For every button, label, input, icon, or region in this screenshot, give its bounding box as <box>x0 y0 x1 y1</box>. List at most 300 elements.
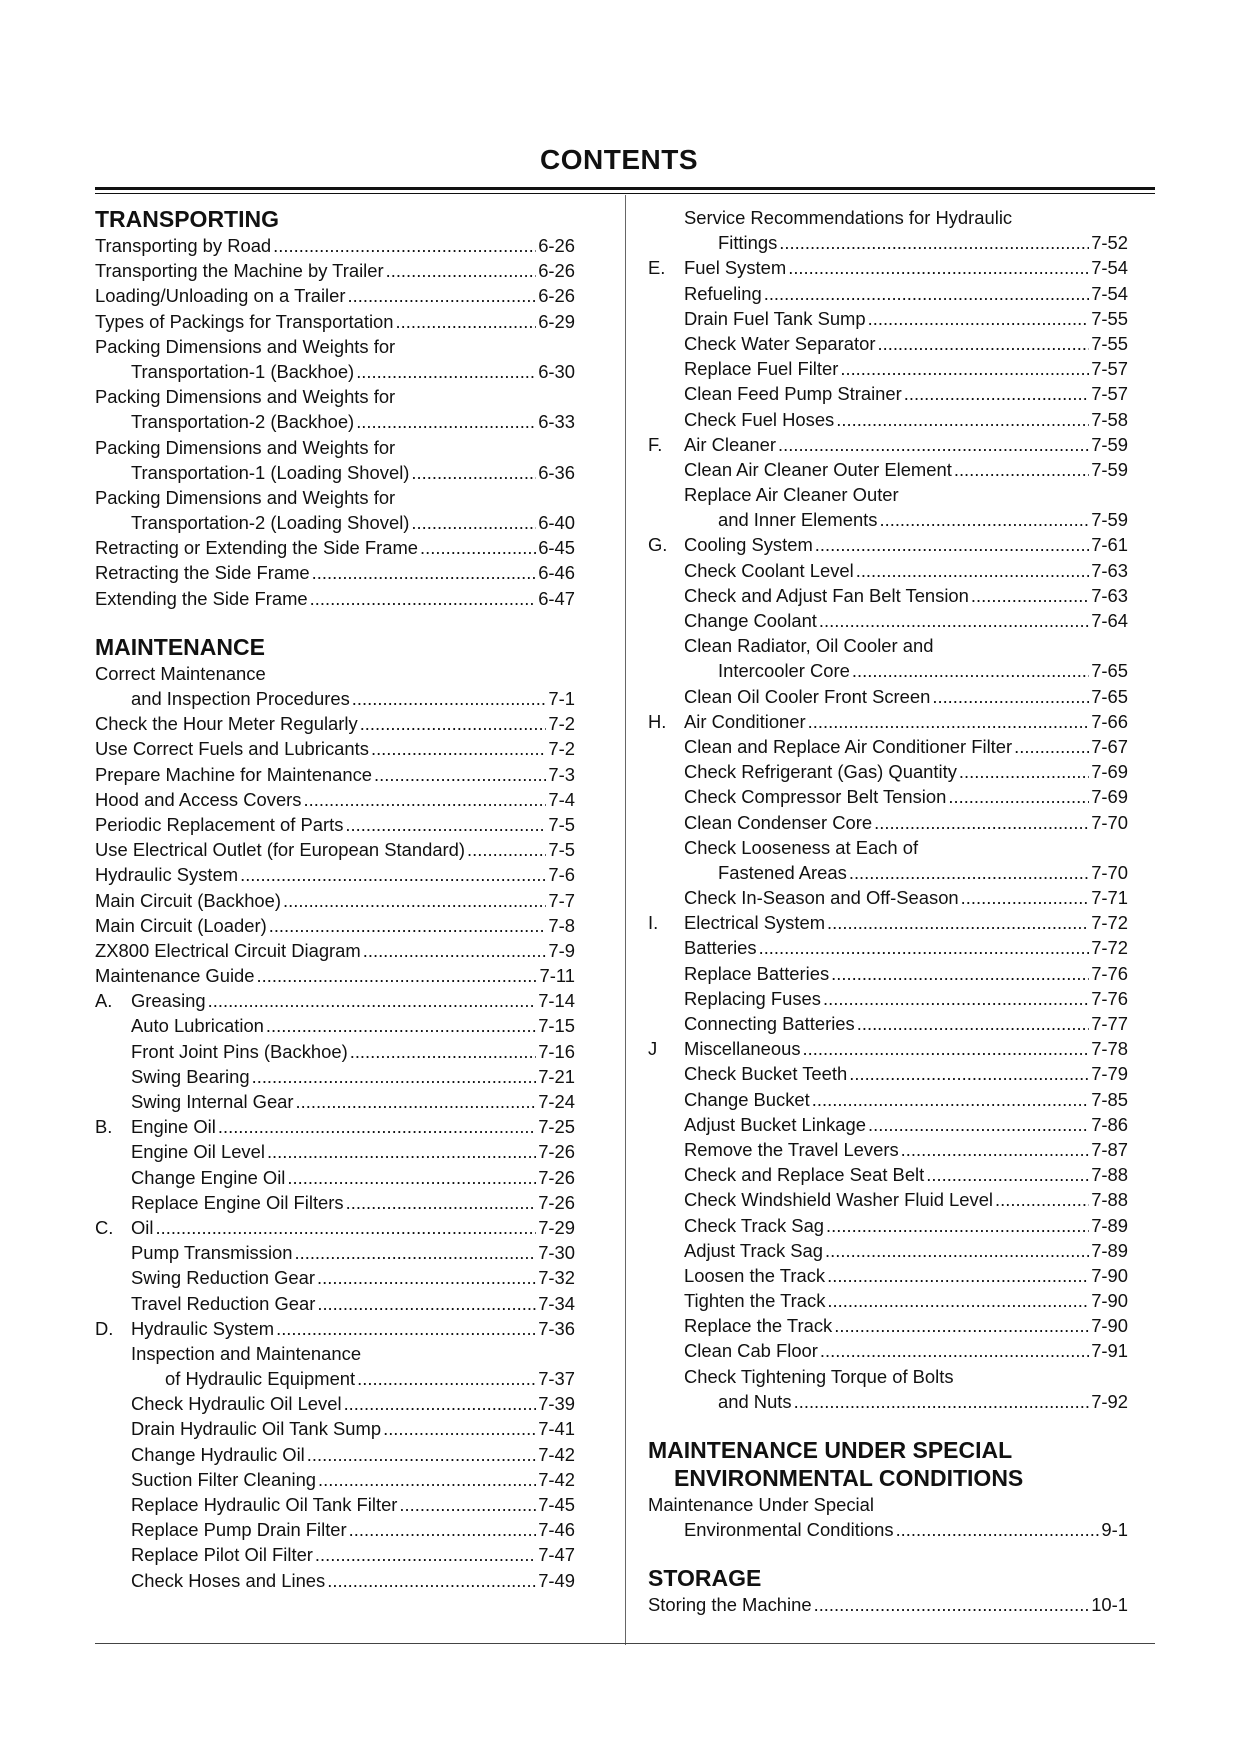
toc-entry-title: Storing the Machine <box>648 1594 812 1616</box>
toc-entry[interactable] <box>95 711 575 736</box>
toc-page-number: 7-3 <box>548 763 575 785</box>
toc-page-number: 7-71 <box>1091 887 1128 909</box>
toc-entry[interactable] <box>648 306 1128 331</box>
toc-page-number: 7-2 <box>548 713 575 735</box>
section-heading-environmental-conditions: ENVIRONMENTAL CONDITIONS <box>674 1465 1024 1491</box>
toc-entry-title: Replacing Fuses <box>684 987 821 1009</box>
toc-page-number: 7-1 <box>548 688 575 709</box>
toc-entry[interactable] <box>95 1542 575 1567</box>
toc-page-number: 9-1 <box>1101 1519 1128 1541</box>
toc-page-number: 7-57 <box>1091 358 1128 380</box>
toc-entry[interactable] <box>95 862 575 887</box>
toc-subsection-letter: H. <box>648 710 667 732</box>
toc-entry-continued-line <box>648 482 1128 507</box>
toc-entry[interactable] <box>95 1492 575 1517</box>
toc-entry[interactable] <box>648 331 1128 356</box>
toc-entry[interactable] <box>95 233 575 258</box>
toc-page-number: 10-1 <box>1091 1594 1128 1616</box>
toc-entry[interactable] <box>648 1338 1128 1363</box>
toc-entry[interactable] <box>95 1139 575 1164</box>
toc-page-number: 7-39 <box>538 1393 575 1415</box>
toc-entry-title: Auto Lubrication <box>131 1015 264 1037</box>
toc-page-number: 7-32 <box>538 1267 575 1289</box>
toc-entry-title: Hood and Access Covers <box>95 788 302 810</box>
toc-dot-leader <box>834 1313 1089 1338</box>
toc-entry[interactable] <box>648 1112 1128 1137</box>
toc-entry[interactable] <box>648 709 1128 734</box>
toc-dot-leader <box>399 1492 536 1517</box>
section-heading-maintenance: MAINTENANCE <box>95 633 265 660</box>
toc-entry[interactable] <box>648 558 1128 583</box>
toc-page-number: 7-86 <box>1091 1113 1128 1135</box>
toc-entry[interactable] <box>95 535 575 560</box>
toc-dot-leader <box>926 1162 1089 1187</box>
toc-entry-title: Check Hydraulic Oil Level <box>131 1393 342 1415</box>
toc-entry[interactable] <box>648 1087 1128 1112</box>
toc-entry-title: Fittings <box>718 232 778 254</box>
toc-entry[interactable] <box>95 1265 575 1290</box>
toc-entry-title: Loosen the Track <box>684 1264 826 1286</box>
toc-page-number: 6-26 <box>538 260 575 282</box>
toc-dot-leader <box>317 1265 536 1290</box>
toc-dot-leader <box>317 1291 536 1316</box>
toc-dot-leader <box>788 255 1089 280</box>
toc-page-number: 7-8 <box>548 914 575 936</box>
toc-entry-title: Check Track Sag <box>684 1214 825 1236</box>
toc-dot-leader <box>467 837 546 862</box>
toc-entry[interactable] <box>95 888 575 913</box>
toc-entry[interactable] <box>95 1013 575 1038</box>
toc-dot-leader <box>273 233 536 258</box>
toc-page-number: 7-66 <box>1091 710 1128 732</box>
toc-page-number: 7-89 <box>1091 1214 1128 1236</box>
toc-entry-continued-line <box>95 661 575 686</box>
toc-dot-leader <box>318 1467 536 1492</box>
toc-entry-title: Travel Reduction Gear <box>131 1292 316 1314</box>
toc-entry[interactable] <box>95 1114 575 1139</box>
toc-entry-title: Miscellaneous <box>684 1038 801 1060</box>
toc-entry[interactable] <box>648 432 1128 457</box>
toc-entry[interactable] <box>648 1011 1128 1036</box>
toc-dot-leader <box>257 963 538 988</box>
toc-page-number: 7-14 <box>538 990 575 1012</box>
toc-dot-leader <box>411 510 536 535</box>
toc-dot-leader <box>808 709 1090 734</box>
toc-dot-leader <box>896 1517 1100 1542</box>
toc-entry-title: Greasing <box>131 990 206 1012</box>
toc-page-number: 7-2 <box>548 738 575 760</box>
toc-column-right <box>648 205 1128 1618</box>
toc-entry-continued-line <box>648 633 1128 658</box>
toc-entry[interactable] <box>648 734 1128 759</box>
toc-dot-leader <box>155 1215 536 1240</box>
toc-entry-title: Suction Filter Cleaning <box>131 1468 317 1490</box>
toc-dot-leader <box>971 583 1089 608</box>
toc-dot-leader <box>803 1036 1090 1061</box>
toc-entry-title: and Inspection Procedures <box>131 688 350 709</box>
toc-entry-title: Tighten the Track <box>684 1290 826 1312</box>
toc-entry[interactable] <box>95 736 575 761</box>
toc-entry[interactable] <box>648 1313 1128 1338</box>
toc-entry-title: Replace Engine Oil Filters <box>131 1191 344 1213</box>
toc-entry-title: Check Fuel Hoses <box>684 408 835 430</box>
toc-dot-leader <box>349 1517 537 1542</box>
toc-entry[interactable] <box>95 258 575 283</box>
toc-entry-continued-line <box>95 1341 575 1366</box>
toc-dot-leader <box>825 1238 1089 1263</box>
toc-entry[interactable] <box>648 1288 1128 1313</box>
toc-entry-title: Swing Bearing <box>131 1065 250 1087</box>
toc-entry-title: Check In-Season and Off-Season <box>684 887 959 909</box>
toc-entry[interactable] <box>95 1442 575 1467</box>
toc-entry-title: Engine Oil Level <box>131 1141 265 1163</box>
toc-entry-title: Transportation-2 (Backhoe) <box>131 411 355 433</box>
toc-entry-title: Fuel System <box>684 257 787 279</box>
toc-entry-title: Swing Internal Gear <box>131 1091 294 1112</box>
toc-page-number: 7-64 <box>1091 610 1128 631</box>
toc-dot-leader <box>352 686 547 711</box>
toc-entry[interactable] <box>95 837 575 862</box>
toc-page-number: 7-37 <box>538 1368 575 1390</box>
toc-entry[interactable] <box>95 1089 575 1114</box>
toc-entry[interactable] <box>648 255 1128 280</box>
toc-entry[interactable] <box>648 684 1128 709</box>
toc-entry-title: Clean Condenser Core <box>684 811 873 833</box>
toc-dot-leader <box>304 787 547 812</box>
toc-page-number: 7-90 <box>1091 1290 1128 1312</box>
toc-page-number: 7-76 <box>1091 987 1128 1009</box>
toc-page-number: 7-90 <box>1091 1264 1128 1286</box>
toc-entry[interactable] <box>648 810 1128 835</box>
toc-entry[interactable] <box>95 560 575 585</box>
toc-entry[interactable] <box>95 1190 575 1215</box>
toc-page-number: 7-5 <box>548 839 575 861</box>
toc-page-number: 7-70 <box>1091 811 1128 833</box>
toc-page-number: 7-55 <box>1091 307 1128 329</box>
toc-entry-title: Main Circuit (Loader) <box>95 914 267 936</box>
toc-entry-title: Front Joint Pins (Backhoe) <box>131 1040 348 1062</box>
toc-entry[interactable] <box>95 1291 575 1316</box>
toc-entry-title: Hydraulic System <box>95 864 239 886</box>
toc-dot-leader <box>346 1190 537 1215</box>
toc-entry-continued-line <box>648 205 1128 230</box>
toc-entry-continued-line <box>95 485 575 510</box>
toc-entry-title: Packing Dimensions and Weights for <box>95 486 396 508</box>
toc-page-number: 7-7 <box>548 889 575 911</box>
toc-page-number: 7-42 <box>538 1468 575 1490</box>
toc-page-number: 7-36 <box>538 1317 575 1339</box>
toc-dot-leader <box>857 1011 1089 1036</box>
toc-dot-leader <box>266 1013 536 1038</box>
toc-entry[interactable] <box>95 1517 575 1542</box>
toc-dot-leader <box>420 535 536 560</box>
toc-entry-title: Maintenance Guide <box>95 965 255 987</box>
toc-dot-leader <box>283 888 546 913</box>
toc-entry[interactable] <box>648 784 1128 809</box>
toc-entry[interactable] <box>95 963 575 988</box>
toc-entry-title: Change Coolant <box>684 610 817 631</box>
toc-page-number: 7-6 <box>548 864 575 886</box>
toc-dot-leader <box>267 1139 536 1164</box>
toc-entry-title: Maintenance Under Special <box>648 1494 874 1515</box>
toc-entry[interactable] <box>95 1568 575 1593</box>
toc-page-number: 7-91 <box>1091 1340 1128 1362</box>
toc-entry[interactable] <box>95 1240 575 1265</box>
toc-entry-title: Types of Packings for Transportation <box>95 310 394 332</box>
toc-entry[interactable] <box>648 1187 1128 1212</box>
toc-entry[interactable] <box>95 1316 575 1341</box>
toc-page-number: 7-69 <box>1091 786 1128 808</box>
toc-entry-title: Replace Hydraulic Oil Tank Filter <box>131 1494 398 1515</box>
toc-entry-title: Use Correct Fuels and Lubricants <box>95 738 369 760</box>
toc-page-number: 6-40 <box>538 512 575 534</box>
toc-entry-title: Adjust Track Sag <box>684 1239 824 1261</box>
toc-entry[interactable] <box>95 359 575 384</box>
toc-page-number: 7-16 <box>538 1040 575 1062</box>
toc-entry[interactable] <box>95 1215 575 1240</box>
toc-entry[interactable] <box>648 608 1128 633</box>
toc-entry[interactable] <box>95 1391 575 1416</box>
toc-entry-title: Oil <box>131 1216 154 1238</box>
toc-entry[interactable] <box>648 507 1128 532</box>
toc-entry[interactable] <box>648 1213 1128 1238</box>
toc-page-number: 7-79 <box>1091 1063 1128 1085</box>
toc-page-number: 7-72 <box>1091 912 1128 934</box>
toc-entry[interactable] <box>648 910 1128 935</box>
toc-entry-title: Check Compressor Belt Tension <box>684 786 947 808</box>
toc-entry-title: Pump Transmission <box>131 1242 293 1264</box>
toc-entry[interactable] <box>95 762 575 787</box>
toc-subsection-letter: E. <box>648 257 666 279</box>
toc-entry-title: Prepare Machine for Maintenance <box>95 763 373 785</box>
toc-entry[interactable] <box>648 658 1128 683</box>
toc-entry[interactable] <box>95 409 575 434</box>
toc-dot-leader <box>759 935 1090 960</box>
toc-entry[interactable] <box>648 230 1128 255</box>
toc-entry-title: Change Engine Oil <box>131 1166 286 1188</box>
toc-entry[interactable] <box>648 1162 1128 1187</box>
toc-entry-title: Cooling System <box>684 534 813 556</box>
toc-entry[interactable] <box>648 583 1128 608</box>
toc-entry-title: Swing Reduction Gear <box>131 1267 316 1289</box>
toc-entry-title: Replace Batteries <box>684 962 830 984</box>
toc-entry[interactable] <box>95 283 575 308</box>
toc-page-number: 7-41 <box>538 1418 575 1440</box>
toc-entry[interactable] <box>95 586 575 611</box>
toc-entry[interactable] <box>648 885 1128 910</box>
toc-page-number: 7-26 <box>538 1141 575 1163</box>
toc-dot-leader <box>310 586 537 611</box>
toc-dot-leader <box>764 281 1089 306</box>
toc-entry-title: Replace Pump Drain Filter <box>131 1519 347 1541</box>
toc-entry-title: Air Cleaner <box>684 433 776 455</box>
toc-entry[interactable] <box>648 961 1128 986</box>
toc-entry-title: Inspection and Maintenance <box>131 1342 362 1364</box>
toc-entry[interactable] <box>95 938 575 963</box>
toc-entry[interactable] <box>95 1366 575 1391</box>
toc-dot-leader <box>371 736 546 761</box>
toc-dot-leader <box>276 1316 536 1341</box>
toc-dot-leader <box>348 283 537 308</box>
toc-entry-title: Transportation-1 (Loading Shovel) <box>131 461 410 483</box>
footer-rule <box>95 1643 1155 1644</box>
toc-entry[interactable] <box>648 1389 1128 1414</box>
toc-entry-title: Drain Fuel Tank Sump <box>684 307 866 329</box>
toc-page-number: 7-63 <box>1091 559 1128 581</box>
toc-page-number: 6-26 <box>538 235 575 256</box>
toc-page-number: 7-70 <box>1091 861 1128 883</box>
toc-entry[interactable] <box>648 860 1128 885</box>
toc-page-number: 7-78 <box>1091 1038 1128 1060</box>
toc-entry[interactable] <box>648 935 1128 960</box>
toc-entry[interactable] <box>648 1238 1128 1263</box>
toc-entry[interactable] <box>95 510 575 535</box>
toc-entry-title: Check Water Separator <box>684 332 876 354</box>
toc-dot-leader <box>856 558 1089 583</box>
toc-dot-leader <box>904 381 1089 406</box>
toc-entry-title: Replace Fuel Filter <box>684 358 839 380</box>
toc-entry-title: Check Refrigerant (Gas) Quantity <box>684 761 957 783</box>
toc-entry[interactable] <box>95 1064 575 1089</box>
toc-dot-leader <box>820 1338 1089 1363</box>
toc-entry-title: Packing Dimensions and Weights for <box>95 386 396 408</box>
toc-dot-leader <box>360 711 547 736</box>
toc-entry-title: Service Recommendations for Hydraulic <box>684 207 1013 228</box>
toc-entry[interactable] <box>95 1165 575 1190</box>
toc-dot-leader <box>345 812 546 837</box>
toc-dot-leader <box>344 1391 537 1416</box>
section-heading-maintenance-under-special: MAINTENANCE UNDER SPECIAL <box>648 1437 1013 1463</box>
toc-entry[interactable] <box>95 309 575 334</box>
toc-entry-title: Transportation-1 (Backhoe) <box>131 360 355 382</box>
toc-page-number: 6-36 <box>538 461 575 483</box>
toc-entry[interactable] <box>648 356 1128 381</box>
toc-dot-leader <box>296 1089 537 1114</box>
toc-entry[interactable] <box>648 381 1128 406</box>
toc-page-number: 7-63 <box>1091 584 1128 606</box>
toc-entry-title: Packing Dimensions and Weights for <box>95 335 396 357</box>
toc-page-number: 7-88 <box>1091 1189 1128 1211</box>
toc-entry[interactable] <box>95 787 575 812</box>
toc-entry[interactable] <box>648 1061 1128 1086</box>
toc-entry[interactable] <box>95 988 575 1013</box>
toc-entry[interactable] <box>648 1137 1128 1162</box>
toc-entry-title: Check Tightening Torque of Bolts <box>684 1365 954 1387</box>
toc-entry[interactable] <box>648 759 1128 784</box>
toc-entry[interactable] <box>95 1039 575 1064</box>
toc-page-number: 7-76 <box>1091 962 1128 984</box>
toc-dot-leader <box>814 1592 1090 1617</box>
toc-page-number: 6-30 <box>538 360 575 382</box>
toc-subsection-letter: C. <box>95 1216 114 1238</box>
toc-dot-leader <box>350 1039 536 1064</box>
toc-entry[interactable] <box>648 986 1128 1011</box>
toc-page-number: 7-26 <box>538 1191 575 1213</box>
toc-dot-leader <box>383 1416 536 1441</box>
toc-dot-leader <box>218 1114 536 1139</box>
toc-entry-title: Use Electrical Outlet (for European Standard) <box>95 839 466 861</box>
toc-dot-leader <box>819 608 1089 633</box>
toc-dot-leader <box>252 1064 537 1089</box>
toc-page-number: 7-58 <box>1091 408 1128 430</box>
toc-entry-continued-line <box>648 1492 1128 1517</box>
toc-page-number: 7-67 <box>1091 735 1128 757</box>
toc-entry[interactable] <box>95 913 575 938</box>
toc-page-number: 7-65 <box>1091 685 1128 707</box>
toc-page-number: 7-85 <box>1091 1088 1128 1110</box>
toc-entry-title: Clean Cab Floor <box>684 1340 818 1362</box>
toc-dot-leader <box>874 810 1089 835</box>
toc-page-number: 7-42 <box>538 1443 575 1465</box>
toc-entry[interactable] <box>648 1263 1128 1288</box>
toc-page-number: 7-57 <box>1091 383 1128 405</box>
toc-dot-leader <box>307 1442 536 1467</box>
toc-page-number: 7-54 <box>1091 282 1128 304</box>
toc-page-number: 7-11 <box>539 965 575 987</box>
toc-page-number: 7-9 <box>548 939 575 961</box>
toc-entry-title: Replace Pilot Oil Filter <box>131 1544 313 1566</box>
toc-entry-title: of Hydraulic Equipment <box>165 1368 356 1390</box>
toc-entry-title: Remove the Travel Levers <box>684 1138 899 1160</box>
toc-dot-leader <box>868 306 1090 331</box>
toc-dot-leader <box>879 507 1089 532</box>
toc-page-number: 6-29 <box>538 310 575 332</box>
toc-entry[interactable] <box>648 281 1128 306</box>
toc-entry[interactable] <box>648 1592 1128 1617</box>
toc-dot-leader <box>312 560 537 585</box>
toc-entry[interactable] <box>95 1416 575 1441</box>
toc-entry-title: Refueling <box>684 282 762 304</box>
toc-entry-title: and Nuts <box>718 1390 792 1412</box>
toc-entry-title: Clean and Replace Air Conditioner Filter <box>684 735 1013 757</box>
toc-entry[interactable] <box>648 532 1128 557</box>
toc-page-number: 7-47 <box>538 1544 575 1566</box>
toc-dot-leader <box>827 910 1089 935</box>
toc-page-number: 7-46 <box>538 1519 575 1541</box>
toc-entry[interactable] <box>648 457 1128 482</box>
toc-page-number: 7-77 <box>1091 1013 1128 1034</box>
toc-entry[interactable] <box>95 1467 575 1492</box>
toc-entry[interactable] <box>95 812 575 837</box>
toc-entry-title: Clean Oil Cooler Front Screen <box>684 685 931 707</box>
toc-dot-leader <box>815 532 1089 557</box>
toc-dot-leader <box>948 784 1089 809</box>
toc-dot-leader <box>363 938 547 963</box>
toc-dot-leader <box>778 432 1089 457</box>
toc-page-number: 7-92 <box>1091 1390 1128 1412</box>
toc-entry-title: Batteries <box>684 937 757 959</box>
toc-entry[interactable] <box>648 407 1128 432</box>
toc-entry-title: Check Looseness at Each of <box>684 836 919 858</box>
toc-entry[interactable] <box>95 686 575 711</box>
toc-dot-leader <box>836 407 1089 432</box>
toc-dot-leader <box>269 913 547 938</box>
toc-entry-title: Change Bucket <box>684 1088 810 1110</box>
toc-page-number: 6-46 <box>538 562 575 584</box>
toc-page-number: 7-52 <box>1091 232 1128 254</box>
toc-dot-leader <box>868 1112 1089 1137</box>
toc-entry[interactable] <box>648 1036 1128 1061</box>
toc-entry-title: Packing Dimensions and Weights for <box>95 436 396 458</box>
toc-entry-title: Clean Feed Pump Strainer <box>684 383 902 405</box>
toc-entry[interactable] <box>95 460 575 485</box>
toc-page-number: 7-59 <box>1091 433 1128 455</box>
toc-entry[interactable] <box>648 1517 1128 1542</box>
toc-dot-leader <box>959 759 1089 784</box>
toc-dot-leader <box>849 1061 1089 1086</box>
toc-dot-leader <box>961 885 1090 910</box>
toc-dot-leader <box>779 230 1089 255</box>
